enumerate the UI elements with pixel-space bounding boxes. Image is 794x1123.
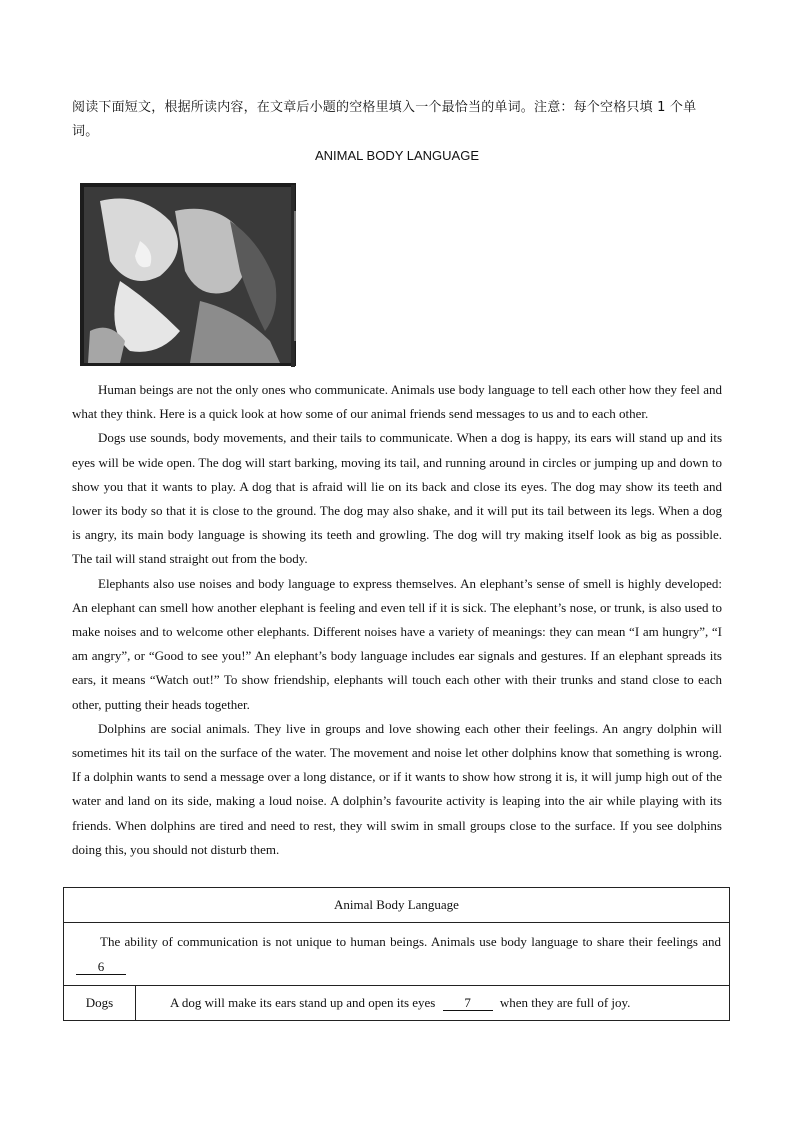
blank-7[interactable]: 7 [443, 995, 493, 1011]
table-header-row [64, 888, 730, 923]
article-body [72, 378, 722, 862]
table-header: Animal Body Language [64, 888, 730, 923]
paragraph-intro: Human beings are not the only ones who communicate. Animals use body language to tell each other how they feel and what they think. Here is a quick look at how some of our animal friends send messages to us and to each other. [72, 382, 722, 422]
paragraph-elephants: Elephants also use noises and body language to express themselves. An elephant’s sense of smell is highly developed: An elephant can smell how another elephant is feeling and even tell if it is sick. The elephant’s nose, or trunk, is also used to make noises and to welcome other elephants. Different noises have a variety of meanings: they can mean “I am hungry”, “I am angry”, or “Good to see you!” An elephant’s body language includes ear signals and gestures. If an elephant spreads its ears, it means “Watch out!” To show friendship, elephants will touch each other with their trunks and stand close to each other, putting their heads together. [72, 575, 722, 712]
answer-table [63, 887, 730, 1021]
article-title: ANIMAL BODY LANGUAGE [315, 148, 479, 163]
dogs-label: Dogs [64, 986, 136, 1021]
table-intro-cell [64, 923, 730, 986]
intro-text: The ability of communication is not unique to human beings. Animals use body language to share their feelings and [100, 934, 721, 949]
dogs-cell [136, 986, 730, 1021]
paragraph-dolphins: Dolphins are social animals. They live in groups and love showing each other their feelings. An angry dolphin will sometimes hit its tail on the surface of the water. The movement and noise let other dolphins know that something is wrong. If a dolphin wants to send a message over a long distance, or if it wants to show how strong it is, it will jump high out of the water and land on its side, making a loud noise. A dolphin’s favourite activity is leaping into the air while playing with its friends. When dolphins are tired and need to rest, they will swim in small groups close to the surface. If you see dolphins doing this, you should not disturb them. [72, 720, 722, 857]
dogs-text-after: when they are full of joy. [499, 995, 631, 1010]
table-row [64, 986, 730, 1021]
paragraph-dogs: Dogs use sounds, body movements, and their tails to communicate. When a dog is happy, its ears will stand up and its eyes will be wide open. The dog will start barking, moving its tail, and running around in circles or jumping up and down to show you that it wants to play. A dog that is afraid will lie on its back and close its eyes. The dog may show its teeth and lower its body so that it is close to the ground. The dog may also shake, and it will put its tail between its legs. When a dog is angry, its main body language is showing its teeth and growling. The dog will try making itself look as big as possible. The tail will stand straight out from the body. [72, 430, 722, 567]
instruction-text: 阅读下面短文，根据所读内容，在文章后小题的空格里填入一个最恰当的单词。注意：每个空格只填 1 个单词。 [72, 100, 697, 139]
table-row [64, 923, 730, 986]
blank-6[interactable]: 6 [76, 959, 126, 975]
dogs-text-before: A dog will make its ears stand up and open its eyes [170, 995, 436, 1010]
animal-photo [80, 181, 302, 368]
